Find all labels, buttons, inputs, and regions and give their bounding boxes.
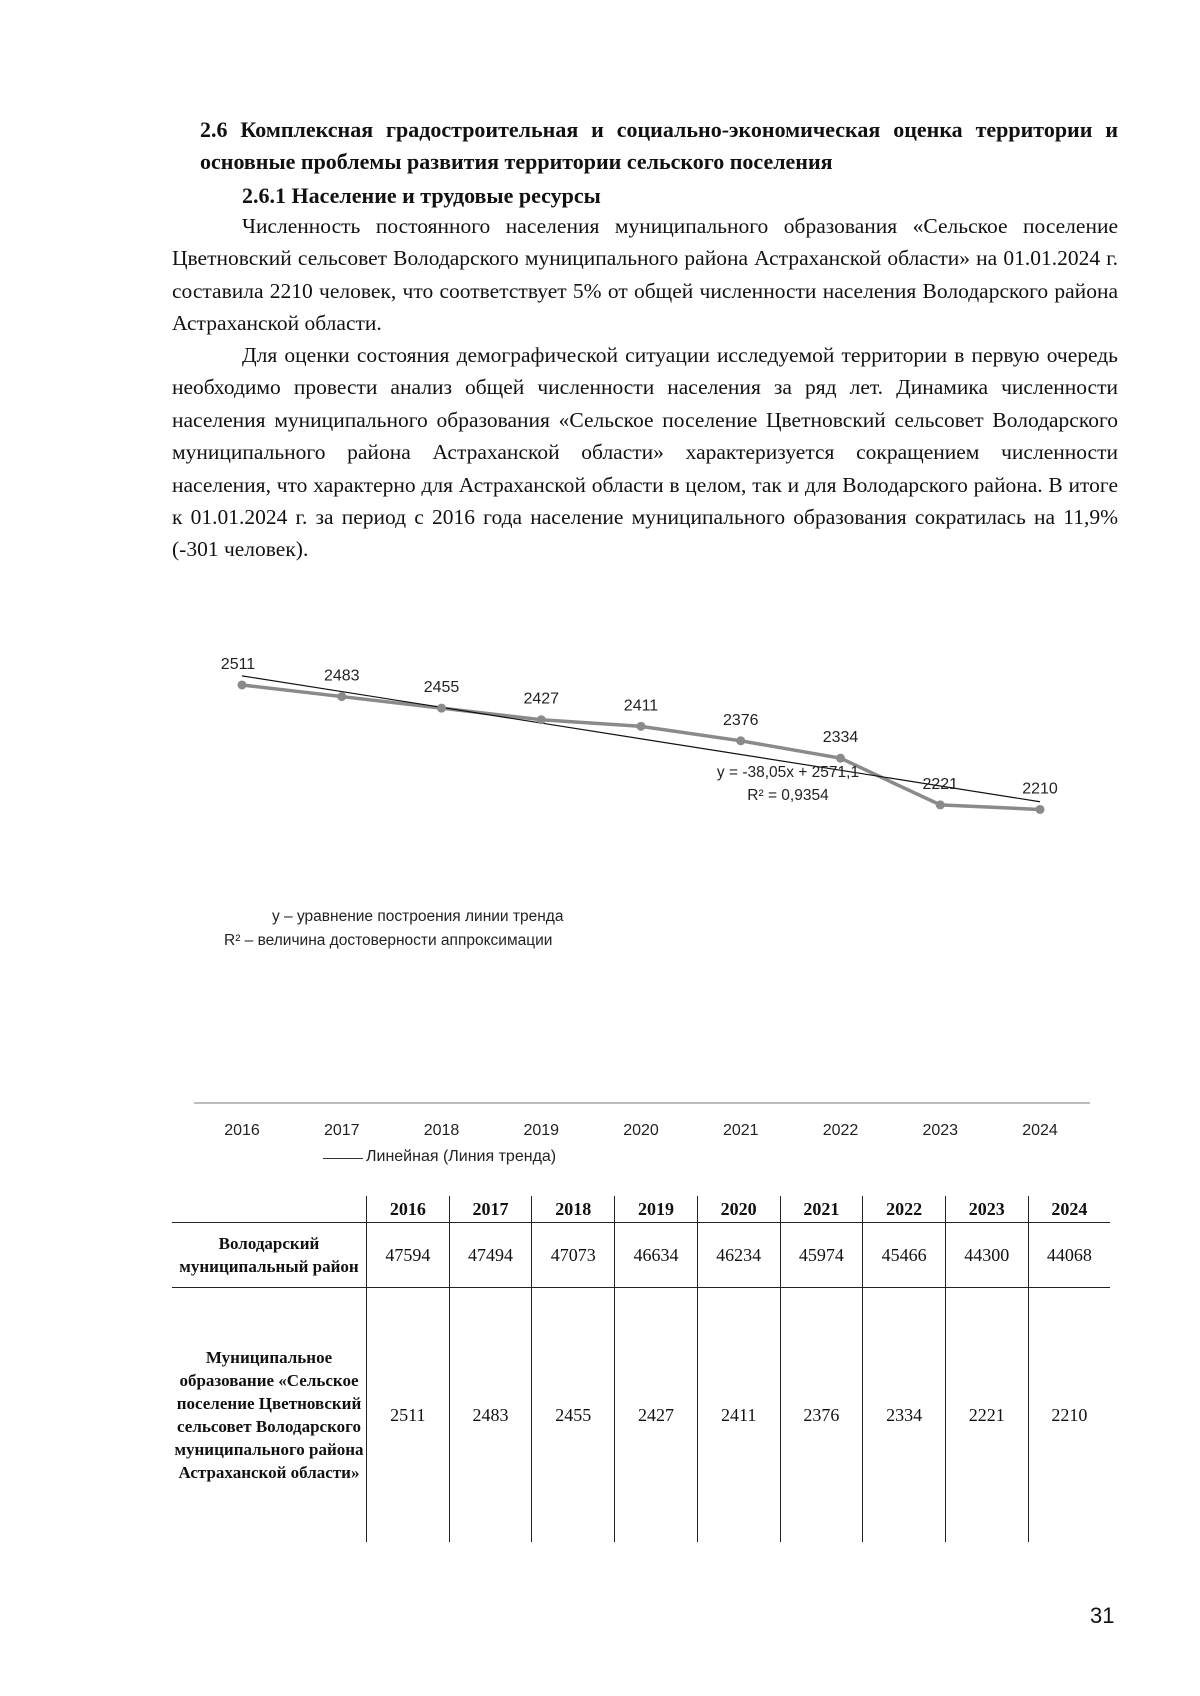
x-tick-label: 2016 <box>224 1122 260 1139</box>
table-cell: 2483 <box>449 1288 532 1543</box>
data-point <box>736 736 745 745</box>
x-tick-label: 2024 <box>1022 1122 1058 1139</box>
paragraph-dynamics: Для оценки состояния демографической ситуации исследуемой территории в первую очередь необходимо провести анализ общей численности населения за ряд лет. Динамика численности населения муниципального образования «Сельское поселение Цветновский сельсовет Володарского муниципального района Астраханской области» характеризуется сокращением численности населения, что характерно для Астраханской области в целом, так и для Володарского района. В итоге к 01.01.2024 г. за период с 2016 года население муниципального образования сократилась на 11,9% (-301 человек). <box>172 343 1118 562</box>
x-tick-label: 2018 <box>423 1122 460 1139</box>
x-tick-label: 2017 <box>323 1122 360 1139</box>
data-point <box>1036 805 1045 814</box>
data-label: 2334 <box>822 729 859 747</box>
x-tick-label: 2021 <box>722 1122 759 1139</box>
page-number: 31 <box>1090 1603 1115 1628</box>
table-cell: 2427 <box>615 1288 698 1543</box>
table-corner <box>172 1196 367 1223</box>
table-header-row <box>172 1196 1110 1223</box>
table-header-year: 2023 <box>945 1196 1028 1223</box>
data-label: 2511 <box>220 655 256 673</box>
data-label: 2455 <box>423 679 460 697</box>
table-header-year: 2019 <box>615 1196 698 1223</box>
paragraph-population: Численность постоянного населения муниципального образования «Сельское поселение Цветновский сельсовет Володарского муниципального района Астраханской области» на 01.01.2024 г. составила 2210 человек, что соответствует 5% от общей численности населения Володарского района Астраханской области. <box>172 214 1118 336</box>
population-table <box>172 1196 1110 1542</box>
table-cell: 47594 <box>367 1223 450 1288</box>
table-header-year: 2022 <box>863 1196 946 1223</box>
subsection-heading: 2.6.1 Население и трудовые ресурсы <box>242 183 601 208</box>
row-label: Володарский муниципальный район <box>172 1223 367 1288</box>
x-tick-label: 2023 <box>922 1122 959 1139</box>
data-point <box>637 722 646 731</box>
table-header-year: 2016 <box>367 1196 450 1223</box>
data-label: 2376 <box>722 711 759 729</box>
table-cell: 45974 <box>780 1223 863 1288</box>
table-cell: 47073 <box>532 1223 615 1288</box>
table-cell: 45466 <box>863 1223 946 1288</box>
data-label: 2427 <box>523 690 560 708</box>
table-cell: 2511 <box>367 1288 450 1543</box>
table-cell: 44300 <box>945 1223 1028 1288</box>
note-equation: y – уравнение построения линии тренда <box>272 908 564 925</box>
data-point <box>337 692 346 701</box>
data-point <box>836 754 845 763</box>
table-header-year: 2020 <box>697 1196 780 1223</box>
data-label: 2483 <box>323 667 360 685</box>
table-cell: 47494 <box>449 1223 532 1288</box>
table-cell: 46634 <box>615 1223 698 1288</box>
data-point <box>537 715 546 724</box>
table-row <box>172 1288 1110 1543</box>
table-cell: 2210 <box>1028 1288 1110 1543</box>
legend-trendline-swatch <box>323 1158 363 1159</box>
trendline <box>242 676 1040 802</box>
table-cell: 44068 <box>1028 1223 1110 1288</box>
section-heading: 2.6 Комплексная градостроительная и социально-экономическая оценка территории и основные проблемы развития территории сельского поселения <box>200 117 1118 174</box>
note-r2: R² – величина достоверности аппроксимации <box>224 932 553 949</box>
data-label: 2411 <box>623 697 659 715</box>
x-tick-label: 2019 <box>523 1122 560 1139</box>
data-point <box>238 680 247 689</box>
data-label: 2221 <box>922 775 959 793</box>
table-header-year: 2024 <box>1028 1196 1110 1223</box>
table-cell: 2411 <box>697 1288 780 1543</box>
table-cell: 2334 <box>863 1288 946 1543</box>
table-header-year: 2018 <box>532 1196 615 1223</box>
trendline-equation: y = -38,05x + 2571,1 <box>716 764 860 781</box>
table-cell: 2376 <box>780 1288 863 1543</box>
trendline-r2: R² = 0,9354 <box>747 787 829 804</box>
table-header-year: 2017 <box>449 1196 532 1223</box>
data-point <box>437 704 446 713</box>
x-tick-label: 2020 <box>623 1122 659 1139</box>
legend-trendline-label: Линейная (Линия тренда) <box>366 1148 557 1165</box>
table-header-year: 2021 <box>780 1196 863 1223</box>
table-cell: 2455 <box>532 1288 615 1543</box>
table-cell: 2221 <box>945 1288 1028 1543</box>
table-cell: 46234 <box>697 1223 780 1288</box>
data-point <box>936 800 945 809</box>
row-label: Муниципальное образование «Сельское поселение Цветновский сельсовет Володарского муниципального района Астраханской области» <box>174 1348 364 1482</box>
x-tick-label: 2022 <box>822 1122 859 1139</box>
data-label: 2210 <box>1022 780 1058 798</box>
table-row <box>172 1223 1110 1288</box>
